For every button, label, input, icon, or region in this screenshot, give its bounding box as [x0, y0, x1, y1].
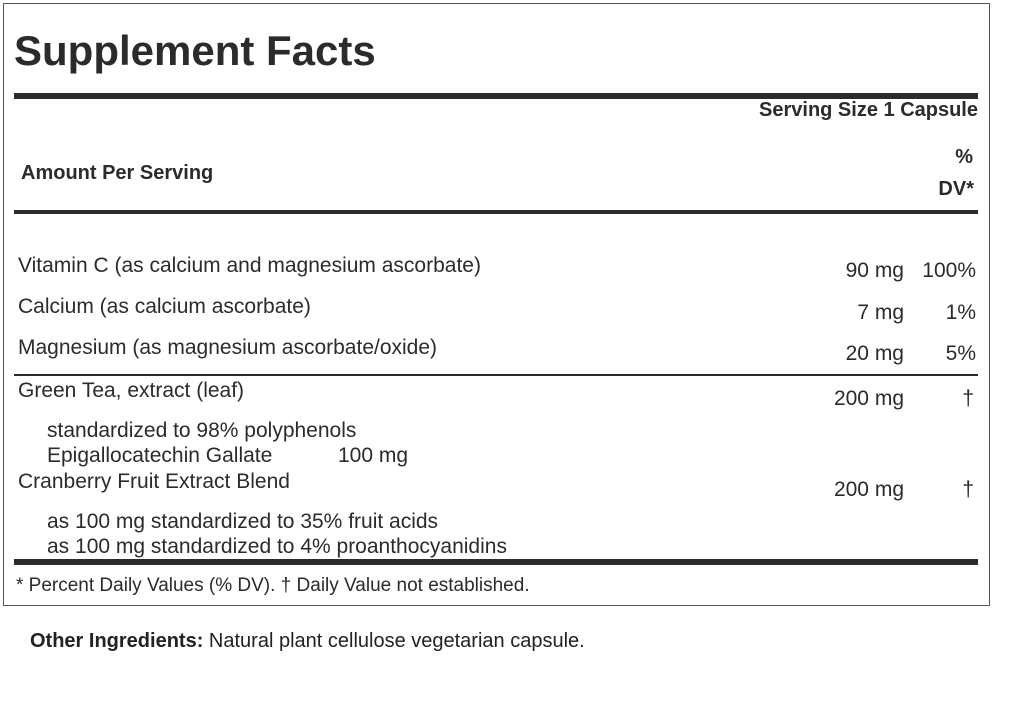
- ingredient-sub-line: as 100 mg standardized to 4% proanthocyanidins: [47, 535, 507, 558]
- other-ingredients-label: Other Ingredients:: [30, 630, 204, 652]
- nutrient-name: Calcium (as calcium ascorbate): [18, 295, 311, 318]
- section-divider: [14, 374, 978, 376]
- ingredient-dv: †: [962, 387, 974, 410]
- dv-header-dv: DV*: [938, 178, 974, 200]
- ingredient-dv: †: [962, 478, 974, 501]
- supplement-facts-title: Supplement Facts: [14, 27, 376, 74]
- ingredient-amount: 200 mg: [833, 387, 904, 410]
- bottom-thick-rule: [14, 559, 978, 565]
- ingredient-name: Cranberry Fruit Extract Blend: [18, 470, 290, 493]
- dv-header-percent: %: [955, 146, 973, 168]
- other-ingredients: [30, 629, 585, 653]
- nutrient-amount: 90 mg: [845, 259, 904, 282]
- nutrient-dv: 1%: [945, 301, 976, 324]
- ingredient-sub-line: Epigallocatechin Gallate: [47, 444, 273, 467]
- ingredient-name: Green Tea, extract (leaf): [18, 379, 245, 402]
- ingredient-sub-line: as 100 mg standardized to 35% fruit acids: [47, 510, 439, 533]
- nutrient-name: Magnesium (as magnesium ascorbate/oxide): [18, 336, 438, 359]
- ingredient-sub-amount: 100 mg: [338, 444, 409, 467]
- nutrient-amount: 7 mg: [857, 301, 904, 324]
- serving-size: Serving Size 1 Capsule: [759, 99, 978, 121]
- ingredient-sub-line: standardized to 98% polyphenols: [47, 419, 357, 442]
- nutrient-amount: 20 mg: [845, 342, 904, 365]
- amount-per-serving-header: Amount Per Serving: [21, 162, 214, 184]
- nutrient-name: Vitamin C (as calcium and magnesium ascorbate): [18, 254, 481, 277]
- footnote: * Percent Daily Values (% DV). † Daily Value not established.: [16, 575, 530, 596]
- nutrient-dv: 5%: [945, 342, 976, 365]
- ingredient-amount: 200 mg: [833, 478, 904, 501]
- nutrient-dv: 100%: [922, 259, 976, 282]
- other-ingredients-text: Natural plant cellulose vegetarian capsule.: [203, 630, 585, 652]
- header-rule: [14, 210, 978, 214]
